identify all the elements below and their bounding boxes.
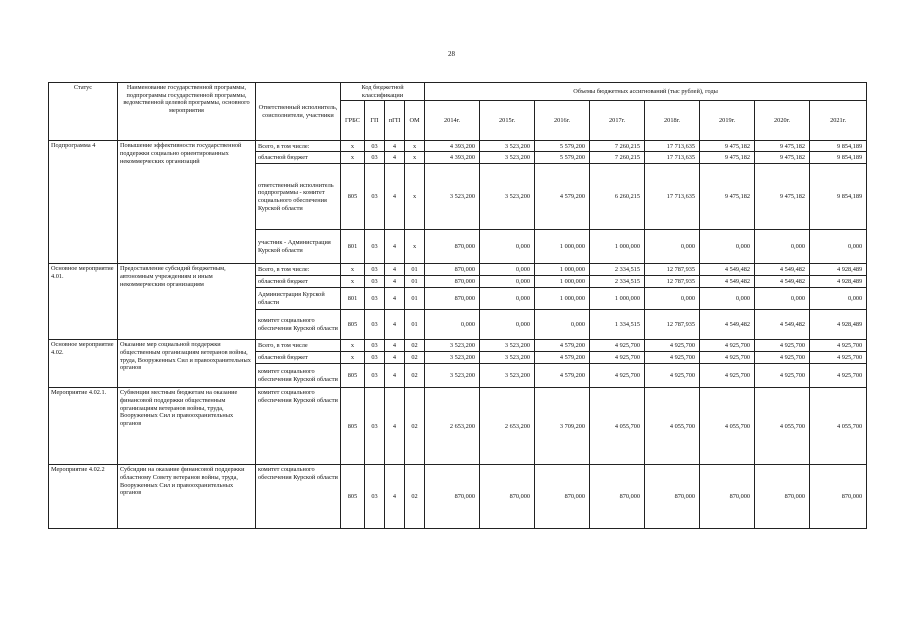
value-cell: 0,000 bbox=[425, 310, 480, 340]
value-cell: 12 787,935 bbox=[645, 276, 700, 288]
code-grbs: 805 bbox=[341, 310, 365, 340]
value-cell: 3 523,200 bbox=[425, 164, 480, 230]
row-executor: Всего, в том числе: bbox=[256, 264, 341, 276]
code-gp: 03 bbox=[365, 352, 385, 364]
row-executor: комитет социального обеспечения Курской области bbox=[256, 465, 341, 529]
code-pgp: 4 bbox=[385, 141, 405, 152]
value-cell: 4 549,482 bbox=[755, 264, 810, 276]
value-cell: 870,000 bbox=[425, 276, 480, 288]
value-cell: 9 854,189 bbox=[810, 152, 867, 164]
row-executor: областной бюджет bbox=[256, 276, 341, 288]
code-pgp: 4 bbox=[385, 164, 405, 230]
value-cell: 4 925,700 bbox=[700, 340, 755, 352]
code-gp: 03 bbox=[365, 141, 385, 152]
code-grbs: 805 bbox=[341, 465, 365, 529]
table-row bbox=[49, 465, 867, 529]
code-gp: 03 bbox=[365, 152, 385, 164]
header-code-2: пГП bbox=[385, 101, 405, 141]
code-om: 02 bbox=[405, 340, 425, 352]
value-cell: 4 579,200 bbox=[535, 164, 590, 230]
value-cell: 9 475,182 bbox=[700, 141, 755, 152]
header-year-7: 2021г. bbox=[810, 101, 867, 141]
row-executor: участник - Администрация Курской области bbox=[256, 230, 341, 264]
value-cell: 3 523,200 bbox=[480, 352, 535, 364]
row-status: Основное мероприятие 4.01. bbox=[49, 264, 118, 340]
value-cell: 1 000,000 bbox=[590, 230, 645, 264]
value-cell: 0,000 bbox=[810, 288, 867, 310]
row-executor: комитет социального обеспечения Курской области bbox=[256, 388, 341, 465]
row-name: Оказание мер социальной поддержки общественным организациям ветеранов войны, труда, Вооруженных Сил и правоохранительных органов bbox=[118, 340, 256, 388]
row-name: Субсидии на оказание финансовой поддержки областному Совету ветеранов войны, труда, Вооруженных Сил и правоохранительных органов bbox=[118, 465, 256, 529]
row-name: Предоставление субсидий бюджетным, автономным учреждениям и иным некоммерческим организациям bbox=[118, 264, 256, 340]
code-om: 01 bbox=[405, 276, 425, 288]
table-header bbox=[49, 83, 867, 141]
value-cell: 1 000,000 bbox=[590, 288, 645, 310]
code-om: 01 bbox=[405, 264, 425, 276]
value-cell: 4 393,200 bbox=[425, 141, 480, 152]
value-cell: 4 393,200 bbox=[425, 152, 480, 164]
value-cell: 17 713,635 bbox=[645, 152, 700, 164]
value-cell: 4 579,200 bbox=[535, 352, 590, 364]
value-cell: 0,000 bbox=[480, 310, 535, 340]
code-pgp: 4 bbox=[385, 152, 405, 164]
value-cell: 4 925,700 bbox=[810, 352, 867, 364]
code-grbs: х bbox=[341, 264, 365, 276]
code-grbs: х bbox=[341, 352, 365, 364]
code-pgp: 4 bbox=[385, 230, 405, 264]
value-cell: 0,000 bbox=[700, 230, 755, 264]
value-cell: 1 000,000 bbox=[535, 230, 590, 264]
value-cell: 4 925,700 bbox=[810, 340, 867, 352]
value-cell: 7 260,215 bbox=[590, 141, 645, 152]
value-cell: 870,000 bbox=[755, 465, 810, 529]
row-executor: комитет социального обеспечения Курской области bbox=[256, 310, 341, 340]
value-cell: 1 334,515 bbox=[590, 310, 645, 340]
row-executor: комитет социального обеспечения Курской области bbox=[256, 364, 341, 388]
value-cell: 9 475,182 bbox=[700, 164, 755, 230]
code-grbs: 805 bbox=[341, 388, 365, 465]
row-executor: ответственный исполнитель подпрограммы - комитет социального обеспечения Курской области bbox=[256, 164, 341, 230]
code-pgp: 4 bbox=[385, 288, 405, 310]
value-cell: 3 523,200 bbox=[425, 364, 480, 388]
code-pgp: 4 bbox=[385, 276, 405, 288]
header-year-2: 2016г. bbox=[535, 101, 590, 141]
code-pgp: 4 bbox=[385, 340, 405, 352]
code-om: 01 bbox=[405, 288, 425, 310]
value-cell: 4 925,700 bbox=[810, 364, 867, 388]
row-name: Повышение эффективности государственной поддержки социально ориентированных некоммерческих организаций bbox=[118, 141, 256, 264]
header-status: Статус bbox=[49, 83, 118, 141]
row-executor: Всего, в том числе: bbox=[256, 141, 341, 152]
value-cell: 3 523,200 bbox=[480, 141, 535, 152]
value-cell: 4 055,700 bbox=[590, 388, 645, 465]
value-cell: 870,000 bbox=[425, 465, 480, 529]
value-cell: 9 475,182 bbox=[755, 164, 810, 230]
value-cell: 4 928,489 bbox=[810, 264, 867, 276]
value-cell: 4 579,200 bbox=[535, 340, 590, 352]
value-cell: 870,000 bbox=[700, 465, 755, 529]
code-gp: 03 bbox=[365, 364, 385, 388]
value-cell: 0,000 bbox=[755, 230, 810, 264]
value-cell: 12 787,935 bbox=[645, 264, 700, 276]
header-year-0: 2014г. bbox=[425, 101, 480, 141]
value-cell: 1 000,000 bbox=[535, 264, 590, 276]
value-cell: 1 000,000 bbox=[535, 288, 590, 310]
value-cell: 2 334,515 bbox=[590, 276, 645, 288]
value-cell: 3 523,200 bbox=[480, 340, 535, 352]
code-pgp: 4 bbox=[385, 310, 405, 340]
value-cell: 3 523,200 bbox=[425, 352, 480, 364]
value-cell: 2 653,200 bbox=[480, 388, 535, 465]
value-cell: 4 055,700 bbox=[700, 388, 755, 465]
code-om: х bbox=[405, 230, 425, 264]
value-cell: 5 579,200 bbox=[535, 141, 590, 152]
value-cell: 870,000 bbox=[425, 230, 480, 264]
value-cell: 5 579,200 bbox=[535, 152, 590, 164]
value-cell: 4 925,700 bbox=[645, 352, 700, 364]
value-cell: 870,000 bbox=[480, 465, 535, 529]
header-code-0: ГРБС bbox=[341, 101, 365, 141]
value-cell: 2 653,200 bbox=[425, 388, 480, 465]
value-cell: 6 260,215 bbox=[590, 164, 645, 230]
code-om: х bbox=[405, 164, 425, 230]
value-cell: 3 523,200 bbox=[480, 164, 535, 230]
value-cell: 4 925,700 bbox=[700, 364, 755, 388]
header-year-3: 2017г. bbox=[590, 101, 645, 141]
value-cell: 4 549,482 bbox=[755, 276, 810, 288]
value-cell: 870,000 bbox=[810, 465, 867, 529]
table-row bbox=[49, 141, 867, 152]
value-cell: 4 925,700 bbox=[645, 364, 700, 388]
header-name: Наименование государственной программы, подпрограммы государственной программы, ведомственной целевой программы, основного мероприятия bbox=[118, 83, 256, 141]
value-cell: 0,000 bbox=[645, 288, 700, 310]
value-cell: 0,000 bbox=[645, 230, 700, 264]
value-cell: 0,000 bbox=[755, 288, 810, 310]
value-cell: 4 055,700 bbox=[810, 388, 867, 465]
value-cell: 4 549,482 bbox=[700, 264, 755, 276]
value-cell: 0,000 bbox=[480, 276, 535, 288]
header-year-4: 2018г. bbox=[645, 101, 700, 141]
code-gp: 03 bbox=[365, 340, 385, 352]
value-cell: 4 925,700 bbox=[590, 340, 645, 352]
value-cell: 870,000 bbox=[535, 465, 590, 529]
value-cell: 0,000 bbox=[480, 264, 535, 276]
row-executor: Всего, в том числе bbox=[256, 340, 341, 352]
value-cell: 9 475,182 bbox=[700, 152, 755, 164]
code-grbs: 805 bbox=[341, 164, 365, 230]
code-gp: 03 bbox=[365, 276, 385, 288]
code-pgp: 4 bbox=[385, 388, 405, 465]
value-cell: 4 925,700 bbox=[645, 340, 700, 352]
row-status: Подпрограмма 4 bbox=[49, 141, 118, 264]
row-status: Мероприятие 4.02.2 bbox=[49, 465, 118, 529]
row-executor: областной бюджет bbox=[256, 352, 341, 364]
table-row bbox=[49, 340, 867, 352]
code-pgp: 4 bbox=[385, 352, 405, 364]
row-executor: областной бюджет bbox=[256, 152, 341, 164]
value-cell: 0,000 bbox=[810, 230, 867, 264]
header-budget-code: Код бюджетной классификации bbox=[341, 83, 425, 101]
value-cell: 0,000 bbox=[700, 288, 755, 310]
header-volumes: Объемы бюджетных ассигнований (тыс рублей), годы bbox=[425, 83, 867, 101]
header-year-5: 2019г. bbox=[700, 101, 755, 141]
value-cell: 0,000 bbox=[480, 288, 535, 310]
code-gp: 03 bbox=[365, 230, 385, 264]
value-cell: 870,000 bbox=[425, 288, 480, 310]
code-grbs: х bbox=[341, 276, 365, 288]
value-cell: 9 475,182 bbox=[755, 141, 810, 152]
budget-allocation-table bbox=[48, 82, 867, 529]
header-code-1: ГП bbox=[365, 101, 385, 141]
value-cell: 4 549,482 bbox=[700, 310, 755, 340]
value-cell: 4 925,700 bbox=[755, 352, 810, 364]
code-om: х bbox=[405, 152, 425, 164]
value-cell: 4 928,489 bbox=[810, 310, 867, 340]
code-pgp: 4 bbox=[385, 364, 405, 388]
header-executor: Ответственный исполнитель, соисполнители, участники bbox=[256, 83, 341, 141]
code-grbs: 805 bbox=[341, 364, 365, 388]
code-pgp: 4 bbox=[385, 465, 405, 529]
code-gp: 03 bbox=[365, 388, 385, 465]
code-grbs: 801 bbox=[341, 288, 365, 310]
code-gp: 03 bbox=[365, 465, 385, 529]
value-cell: 4 549,482 bbox=[700, 276, 755, 288]
code-gp: 03 bbox=[365, 164, 385, 230]
code-om: 02 bbox=[405, 352, 425, 364]
header-year-1: 2015г. bbox=[480, 101, 535, 141]
value-cell: 9 854,189 bbox=[810, 164, 867, 230]
value-cell: 4 055,700 bbox=[755, 388, 810, 465]
value-cell: 7 260,215 bbox=[590, 152, 645, 164]
code-gp: 03 bbox=[365, 310, 385, 340]
code-gp: 03 bbox=[365, 264, 385, 276]
value-cell: 4 055,700 bbox=[645, 388, 700, 465]
value-cell: 4 928,489 bbox=[810, 276, 867, 288]
value-cell: 4 549,482 bbox=[755, 310, 810, 340]
value-cell: 4 925,700 bbox=[755, 364, 810, 388]
code-om: 02 bbox=[405, 388, 425, 465]
table-body bbox=[49, 141, 867, 529]
code-grbs: х bbox=[341, 141, 365, 152]
value-cell: 4 925,700 bbox=[590, 352, 645, 364]
page-number: 28 bbox=[448, 50, 455, 58]
value-cell: 3 523,200 bbox=[480, 152, 535, 164]
code-om: х bbox=[405, 141, 425, 152]
value-cell: 2 334,515 bbox=[590, 264, 645, 276]
code-grbs: 801 bbox=[341, 230, 365, 264]
code-grbs: х bbox=[341, 152, 365, 164]
value-cell: 4 925,700 bbox=[755, 340, 810, 352]
row-name: Субвенции местным бюджетам на оказание финансовой поддержки общественным организациям ветеранов войны, труда, Вооруженных Сил и правоохранительных органов bbox=[118, 388, 256, 465]
value-cell: 1 000,000 bbox=[535, 276, 590, 288]
row-status: Мероприятие 4.02.1. bbox=[49, 388, 118, 465]
value-cell: 870,000 bbox=[590, 465, 645, 529]
value-cell: 3 709,200 bbox=[535, 388, 590, 465]
code-om: 01 bbox=[405, 310, 425, 340]
value-cell: 870,000 bbox=[425, 264, 480, 276]
code-pgp: 4 bbox=[385, 264, 405, 276]
code-om: 02 bbox=[405, 465, 425, 529]
header-year-6: 2020г. bbox=[755, 101, 810, 141]
value-cell: 9 475,182 bbox=[755, 152, 810, 164]
value-cell: 870,000 bbox=[645, 465, 700, 529]
value-cell: 4 925,700 bbox=[590, 364, 645, 388]
value-cell: 0,000 bbox=[480, 230, 535, 264]
header-code-3: ОМ bbox=[405, 101, 425, 141]
value-cell: 4 579,200 bbox=[535, 364, 590, 388]
code-om: 02 bbox=[405, 364, 425, 388]
table-row bbox=[49, 264, 867, 276]
value-cell: 4 925,700 bbox=[700, 352, 755, 364]
value-cell: 0,000 bbox=[535, 310, 590, 340]
row-executor: Администрация Курской области bbox=[256, 288, 341, 310]
value-cell: 9 854,189 bbox=[810, 141, 867, 152]
row-status: Основное мероприятие 4.02. bbox=[49, 340, 118, 388]
code-gp: 03 bbox=[365, 288, 385, 310]
code-grbs: х bbox=[341, 340, 365, 352]
value-cell: 17 713,635 bbox=[645, 164, 700, 230]
value-cell: 3 523,200 bbox=[480, 364, 535, 388]
value-cell: 17 713,635 bbox=[645, 141, 700, 152]
value-cell: 12 787,935 bbox=[645, 310, 700, 340]
value-cell: 3 523,200 bbox=[425, 340, 480, 352]
table-row bbox=[49, 388, 867, 465]
